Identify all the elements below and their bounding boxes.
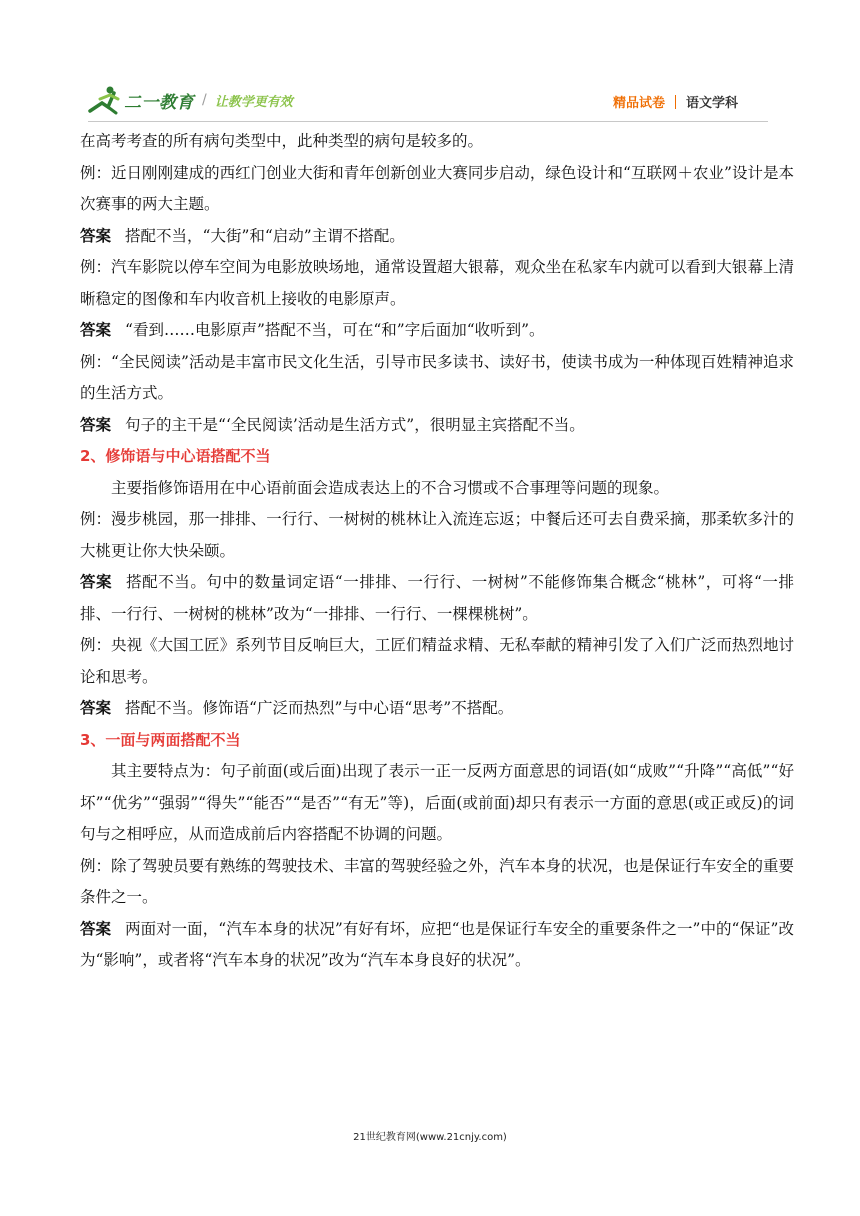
example-sentence: 例：汽车影院以停车空间为电影放映场地，通常设置超大银幕，观众坐在私家车内就可以看到大银幕上清晰稳定的图像和车内收音机上接收的电影原声。 [80,258,794,308]
example-sentence: 例：央视《大国工匠》系列节目反响巨大，工匠们精益求精、无私奉献的精神引发了入们广泛而热烈地讨论和思考。 [80,636,794,686]
answer-paragraph [80,410,794,442]
answer-label: 答案 [80,415,112,434]
page-header [88,84,768,118]
answer-text: 搭配不当。句中的数量词定语“一排排、一行行、一树树”不能修饰集合概念“桃林”，可将“一排排、一行行、一树树的桃林”改为“一排排、一行行、一棵棵桃树”。 [80,573,794,623]
answer-label: 答案 [80,573,113,591]
example-sentence: 例：“全民阅读”活动是丰富市民文化生活，引导市民多读书、读好书，使读书成为一种体现百姓精神追求的生活方式。 [80,352,794,402]
answer-label: 答案 [80,919,112,938]
product-label: 精品试卷 [612,96,665,111]
answer-paragraph [80,315,794,347]
section-intro: 其主要特点为：句子前面(或后面)出现了表示一正一反两方面意思的词语(如“成败”“升降”“高低”“好坏”“优劣”“强弱”“得失”“能否”“是否”“有无”等)，后面(或前面)却只有表示一方面的意思(或正或反)的词句与之相呼应，从而造成前后内容搭配不协调的问题。 [80,762,794,843]
answer-text: 搭配不当。修饰语“广泛而热烈”与中心语“思考”不搭配。 [125,699,514,717]
section-heading: 3、一面与两面搭配不当 [80,730,241,749]
answer-paragraph [80,693,794,725]
subject-label: 语文学科 [685,96,738,111]
logo-name: 二一教育 [124,92,194,113]
page-footer: 21世纪教育网(www.21cnjy.com) [353,1132,507,1143]
answer-label: 答案 [80,321,112,339]
answer-text: 两面对一面，“汽车本身的状况”有好有坏，应把“也是保证行车安全的重要条件之一”中的“保证”改为“影响”，或者将“汽车本身的状况”改为“汽车本身良好的状况”。 [80,919,794,969]
answer-label: 答案 [80,699,112,717]
answer-text: 句子的主干是“‘全民阅读’活动是生活方式”，很明显主宾搭配不当。 [125,415,585,434]
example-sentence: 例：除了驾驶员要有熟练的驾驶技术、丰富的驾驶经验之外，汽车本身的状况，也是保证行车安全的重要条件之一。 [80,856,794,906]
answer-paragraph [80,221,794,253]
logo-slogan: 让教学更有效 [214,94,293,110]
header-rule [88,121,768,122]
answer-paragraph [80,914,794,977]
answer-paragraph [80,567,794,630]
logo-divider: / [202,92,207,108]
example-sentence: 例：漫步桃园，那一排排、一行行、一树树的桃林让入流连忘返；中餐后还可去自费采摘，那柔软多汁的大桃更让你大快朵颐。 [80,510,794,560]
runner-logo-icon [88,85,122,115]
answer-text: 搭配不当，“大街”和“启动”主谓不搭配。 [125,226,405,245]
header-labels [613,92,738,111]
logo [88,84,293,116]
section-heading: 2、修饰语与中心语搭配不当 [80,447,271,465]
answer-label: 答案 [80,226,112,245]
section-intro: 主要指修饰语用在中心语前面会造成表达上的不合习惯或不合事理等问题的现象。 [111,478,670,497]
paragraph: 在高考考查的所有病句类型中，此种类型的病句是较多的。 [80,132,484,150]
answer-text: “看到……电影原声”搭配不当，可在“和”字后面加“收听到”。 [125,321,545,339]
document-body [80,126,794,977]
example-sentence: 例：近日刚刚建成的西红门创业大街和青年创新创业大赛同步启动，绿色设计和“互联网＋农业”设计是本次赛事的两大主题。 [80,163,794,213]
header-separator [675,95,676,109]
